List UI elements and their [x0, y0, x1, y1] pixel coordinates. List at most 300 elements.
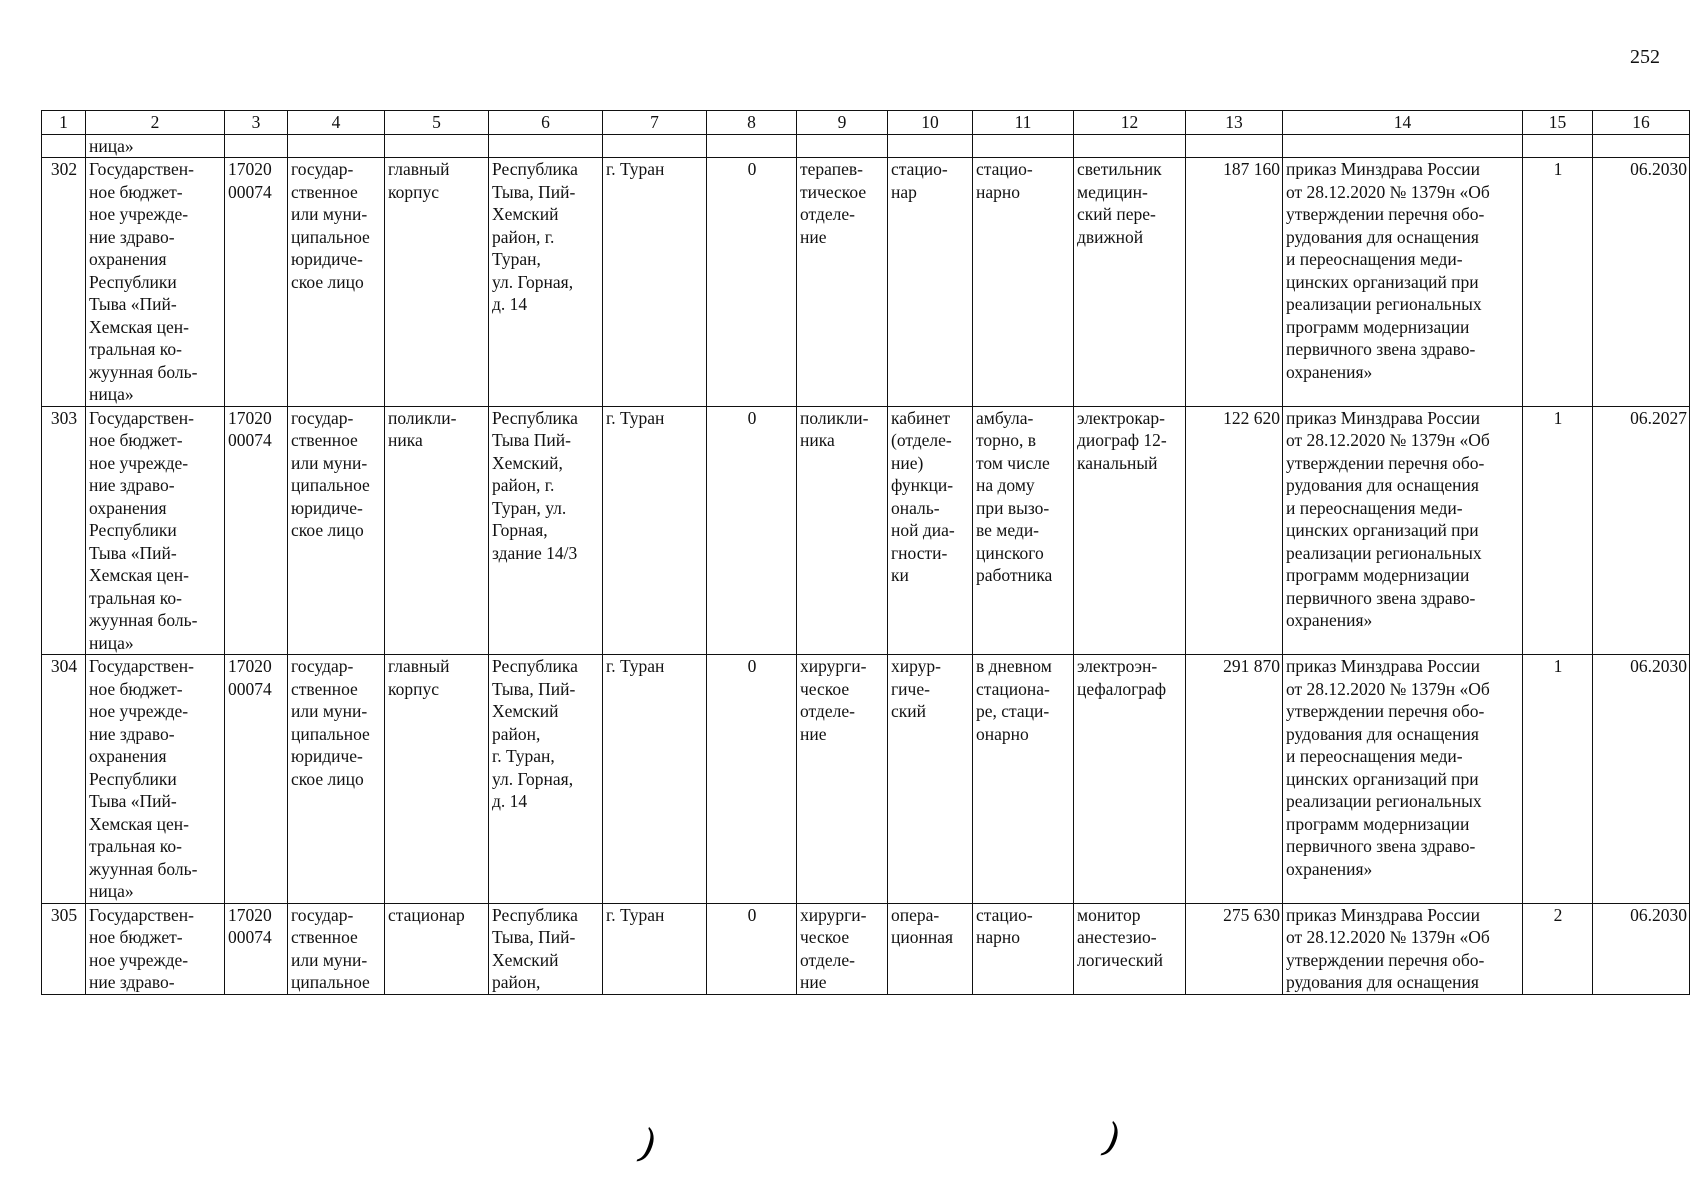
cell-text-line: рудования для оснащения: [1286, 475, 1479, 495]
cell-text-line: корпус: [388, 181, 439, 202]
cell-text-line: ональ-: [891, 497, 940, 518]
table-cell: [888, 134, 973, 158]
cell-text-line: 17020: [228, 159, 272, 179]
cell-text-line: Республика: [492, 904, 578, 925]
cell-text-line: Тыва «Пий-: [89, 294, 177, 314]
legal-type-cell: [288, 655, 385, 904]
quantity-cell: 1: [1523, 406, 1593, 655]
cell-text-line: ское лицо: [291, 768, 364, 789]
cell-text-line: юридиче-: [291, 746, 363, 766]
zero-cell: 0: [707, 406, 797, 655]
table-row: [42, 158, 1690, 407]
cell-text-line: от 28.12.2020 № 1379н «Об: [1286, 927, 1490, 947]
equipment-cell: [1074, 655, 1186, 904]
table-cell: [1186, 134, 1283, 158]
cell-text-line: Хемский: [492, 701, 559, 721]
cell-text-line: ние: [800, 226, 827, 247]
cell-text-line: ки: [891, 565, 909, 585]
cell-text-line: ника: [388, 430, 423, 450]
cell-text-line: Хемский: [492, 949, 559, 970]
cell-text-line: в дневном: [976, 656, 1052, 676]
table-cell: [489, 134, 603, 158]
cell-text-line: ул. Горная,: [492, 271, 574, 292]
building-cell: [385, 655, 489, 904]
header-cell: 14: [1283, 111, 1523, 135]
cell-text-line: ние: [800, 972, 827, 992]
cell-text-line: и переоснащения меди-: [1286, 497, 1463, 518]
cell-text-line: г. Туран: [606, 656, 665, 676]
table-row: [42, 655, 1690, 904]
price-cell: 122 620: [1186, 406, 1283, 655]
code-cell: [225, 158, 288, 407]
cell-text-line: том числе: [976, 452, 1050, 473]
cell-text-line: реализации региональных: [1286, 791, 1482, 811]
cell-text-line: опера-: [891, 904, 940, 925]
cell-text-line: район, г.: [492, 475, 555, 495]
cell-text-line: Туран, ул.: [492, 497, 567, 518]
cell-text-line: ственное: [291, 678, 358, 699]
cell-text-line: приказ Минздрава России: [1286, 159, 1481, 179]
cell-text-line: 17020: [228, 407, 272, 428]
cell-text-line: функци-: [891, 475, 954, 495]
cell-text-line: 00074: [228, 181, 272, 202]
cell-text-line: от 28.12.2020 № 1379н «Об: [1286, 430, 1490, 450]
cell-text-line: отделе-: [800, 949, 855, 970]
cell-text-line: государ-: [291, 407, 354, 428]
cell-text-line: хирурги-: [800, 656, 867, 676]
cell-text-line: ципальное: [291, 226, 370, 247]
cell-text-line: г. Туран,: [492, 746, 555, 766]
cell-text-line: стационар: [388, 904, 465, 925]
zero-cell: 0: [707, 655, 797, 904]
cell-text-line: ной диа-: [891, 520, 955, 540]
cell-text-line: гиче-: [891, 678, 930, 699]
cell-text-line: стацио-: [976, 159, 1033, 179]
cell-text-line: ционная: [891, 927, 954, 947]
date-cell: 06.2027: [1593, 406, 1690, 655]
order-cell: [1283, 406, 1523, 655]
page-number: 252: [1630, 46, 1660, 68]
cell-text-line: ре, стаци-: [976, 701, 1050, 721]
cell-text-line: цинских организаций при: [1286, 768, 1479, 789]
cell-text-line: ника: [800, 430, 835, 450]
cell-text-line: здание 14/3: [492, 542, 578, 563]
zero-cell: 0: [707, 158, 797, 407]
department-cell: [797, 158, 888, 407]
cell-text-line: ное бюджет-: [89, 181, 183, 202]
cell-text-line: отделе-: [800, 204, 855, 224]
cell-text-line: кабинет: [891, 407, 951, 428]
equipment-cell: [1074, 158, 1186, 407]
cell-text-line: амбула-: [976, 407, 1034, 428]
cell-text-line: Республики: [89, 271, 177, 292]
cell-text-line: Тыва «Пий-: [89, 542, 177, 563]
header-cell: 9: [797, 111, 888, 135]
table-cell: [1593, 134, 1690, 158]
cell-text-line: тральная ко-: [89, 836, 182, 856]
cell-text-line: первичного звена здраво-: [1286, 339, 1476, 359]
organization-cell: [86, 158, 225, 407]
cell-text-line: ница»: [89, 881, 134, 901]
table-cell: [1283, 134, 1523, 158]
header-cell: 6: [489, 111, 603, 135]
building-cell: [385, 158, 489, 407]
address-cell: [489, 655, 603, 904]
cell-text-line: утверждении перечня обо-: [1286, 452, 1485, 473]
city-cell: [603, 903, 707, 994]
cell-text-line: охранения: [89, 249, 167, 269]
table-cell: [1523, 134, 1593, 158]
header-cell: 3: [225, 111, 288, 135]
cell-text-line: район, г.: [492, 226, 555, 247]
cell-text-line: ное бюджет-: [89, 430, 183, 450]
department-cell: [797, 655, 888, 904]
cell-text-line: Государствен-: [89, 407, 194, 428]
cell-text-line: гности-: [891, 542, 948, 563]
building-cell: [385, 903, 489, 994]
cell-text-line: ние здраво-: [89, 226, 175, 247]
date-cell: 06.2030: [1593, 158, 1690, 407]
cell-text-line: ципальное: [291, 972, 370, 992]
row-number-cell: 302: [42, 158, 86, 407]
table-cell: [707, 134, 797, 158]
cell-text-line: жуунная боль-: [89, 610, 198, 630]
cell-text-line: приказ Минздрава России: [1286, 904, 1481, 925]
cell-text-line: рудования для оснащения: [1286, 226, 1479, 247]
cell-text-line: ние здраво-: [89, 475, 175, 495]
cell-text-line: район,: [492, 972, 541, 992]
cell-text-line: ское лицо: [291, 520, 364, 540]
cell-text-line: Республика: [492, 407, 578, 428]
department-cell: [797, 903, 888, 994]
table-row: [42, 406, 1690, 655]
unit-cell: [888, 158, 973, 407]
city-cell: [603, 655, 707, 904]
organization-cell: [86, 406, 225, 655]
cell-text-line: хирурги-: [800, 904, 867, 925]
cell-text-line: при вызо-: [976, 497, 1050, 518]
address-cell: [489, 406, 603, 655]
cell-text-line: программ модернизации: [1286, 565, 1470, 585]
cell-text-line: ственное: [291, 927, 358, 947]
cell-text-line: приказ Минздрава России: [1286, 407, 1481, 428]
cell-text-line: Хемская цен-: [89, 813, 190, 834]
cell-text-line: светильник: [1077, 159, 1162, 179]
cell-text-line: ное бюджет-: [89, 927, 183, 947]
cell-text-line: ципальное: [291, 723, 370, 744]
unit-cell: [888, 903, 973, 994]
address-cell: [489, 903, 603, 994]
pen-mark: ): [632, 1120, 664, 1170]
cell-text-line: главный: [388, 656, 450, 676]
cell-text-line: анестезио-: [1077, 927, 1157, 947]
table-cell: [288, 134, 385, 158]
cell-text-line: Государствен-: [89, 159, 194, 179]
cell-text-line: государ-: [291, 656, 354, 676]
header-cell: 10: [888, 111, 973, 135]
continuation-row: [42, 134, 1690, 158]
cell-text-line: реализации региональных: [1286, 294, 1482, 314]
table-cell: [1074, 134, 1186, 158]
cell-text-line: стацио-: [891, 159, 948, 179]
header-cell: 15: [1523, 111, 1593, 135]
cell-text-line: стациона-: [976, 678, 1050, 699]
cell-text-line: 17020: [228, 656, 272, 676]
cell-text-line: Хемская цен-: [89, 316, 190, 337]
cell-text-line: тральная ко-: [89, 587, 182, 608]
cell-text-line: поликли-: [388, 407, 457, 428]
cell-text-line: 00074: [228, 430, 272, 450]
cell-text-line: ница»: [89, 632, 134, 653]
row-number-cell: 303: [42, 406, 86, 655]
cell-text-line: Горная,: [492, 520, 548, 540]
cell-text-line: первичного звена здраво-: [1286, 836, 1476, 856]
cell-text-line: утверждении перечня обо-: [1286, 204, 1485, 224]
cell-text-line: цинских организаций при: [1286, 520, 1479, 540]
organization-cell: [86, 903, 225, 994]
care-mode-cell: [973, 158, 1074, 407]
cell-text-line: цинских организаций при: [1286, 271, 1479, 292]
cell-text-line: работника: [976, 565, 1053, 585]
cell-text-line: ное учрежде-: [89, 701, 189, 721]
cell-text-line: Республика: [492, 159, 578, 179]
cell-text-line: ское лицо: [291, 271, 364, 292]
care-mode-cell: [973, 903, 1074, 994]
cell-text-line: первичного звена здраво-: [1286, 587, 1476, 608]
cell-text-line: рудования для оснащения: [1286, 723, 1479, 744]
unit-cell: [888, 655, 973, 904]
cell-text-line: хирур-: [891, 656, 941, 676]
cell-text-line: диограф 12-: [1077, 430, 1167, 450]
city-cell: [603, 406, 707, 655]
cell-text-line: охранения»: [1286, 858, 1373, 879]
date-cell: 06.2030: [1593, 903, 1690, 994]
table-cell: [42, 134, 86, 158]
cell-text-line: жуунная боль-: [89, 361, 198, 382]
cell-text-line: ческое: [800, 927, 850, 947]
cell-text-line: онарно: [976, 723, 1029, 744]
cell-text-line: Хемский,: [492, 452, 563, 473]
table-cell: ница»: [86, 134, 225, 158]
cell-text-line: программ модернизации: [1286, 316, 1470, 337]
quantity-cell: 1: [1523, 158, 1593, 407]
cell-text-line: Тыва, Пий-: [492, 181, 576, 202]
cell-text-line: Хемская цен-: [89, 565, 190, 585]
care-mode-cell: [973, 406, 1074, 655]
legal-type-cell: [288, 903, 385, 994]
table-cell: [973, 134, 1074, 158]
cell-text-line: торно, в: [976, 430, 1037, 450]
cell-text-line: (отделе-: [891, 430, 952, 450]
cell-text-line: Государствен-: [89, 656, 194, 676]
cell-text-line: поликли-: [800, 407, 869, 428]
header-cell: 4: [288, 111, 385, 135]
cell-text-line: ский пере-: [1077, 204, 1156, 224]
cell-text-line: на дому: [976, 475, 1035, 495]
cell-text-line: канальный: [1077, 452, 1158, 473]
cell-text-line: охранения»: [1286, 361, 1373, 382]
cell-text-line: от 28.12.2020 № 1379н «Об: [1286, 181, 1490, 202]
header-cell: 11: [973, 111, 1074, 135]
cell-text-line: Туран,: [492, 249, 541, 269]
cell-text-line: монитор: [1077, 904, 1141, 925]
cell-text-line: медицин-: [1077, 181, 1148, 202]
legal-type-cell: [288, 406, 385, 655]
code-cell: [225, 903, 288, 994]
cell-text-line: рудования для оснащения: [1286, 972, 1479, 992]
cell-text-line: программ модернизации: [1286, 813, 1470, 834]
cell-text-line: или муни-: [291, 701, 368, 721]
cell-text-line: электроэн-: [1077, 656, 1158, 676]
order-cell: [1283, 903, 1523, 994]
cell-text-line: тральная ко-: [89, 339, 182, 359]
header-cell: 7: [603, 111, 707, 135]
address-cell: [489, 158, 603, 407]
cell-text-line: д. 14: [492, 294, 528, 314]
cell-text-line: нарно: [976, 181, 1020, 202]
cell-text-line: Тыва, Пий-: [492, 678, 576, 699]
header-cell: 1: [42, 111, 86, 135]
code-cell: [225, 655, 288, 904]
cell-text-line: район,: [492, 723, 541, 744]
cell-text-line: электрокар-: [1077, 407, 1165, 428]
cell-text-line: главный: [388, 159, 450, 179]
cell-text-line: юридиче-: [291, 249, 363, 269]
cell-text-line: корпус: [388, 678, 439, 699]
cell-text-line: Тыва, Пий-: [492, 927, 576, 947]
row-number-cell: 305: [42, 903, 86, 994]
price-cell: 187 160: [1186, 158, 1283, 407]
cell-text-line: 00074: [228, 927, 272, 947]
cell-text-line: реализации региональных: [1286, 542, 1482, 563]
cell-text-line: ние: [800, 723, 827, 744]
cell-text-line: 00074: [228, 678, 272, 699]
row-number-cell: 304: [42, 655, 86, 904]
table-cell: [797, 134, 888, 158]
cell-text-line: и переоснащения меди-: [1286, 746, 1463, 766]
building-cell: [385, 406, 489, 655]
cell-text-line: Республики: [89, 520, 177, 540]
equipment-cell: [1074, 406, 1186, 655]
cell-text-line: утверждении перечня обо-: [1286, 949, 1485, 970]
cell-text-line: от 28.12.2020 № 1379н «Об: [1286, 678, 1490, 699]
cell-text-line: стацио-: [976, 904, 1033, 925]
cell-text-line: цефалограф: [1077, 678, 1167, 699]
cell-text-line: терапев-: [800, 159, 863, 179]
cell-text-line: д. 14: [492, 791, 528, 811]
cell-text-line: охранения: [89, 746, 167, 766]
price-cell: 275 630: [1186, 903, 1283, 994]
care-mode-cell: [973, 655, 1074, 904]
cell-text-line: ное учрежде-: [89, 452, 189, 473]
code-cell: [225, 406, 288, 655]
cell-text-line: Тыва Пий-: [492, 430, 571, 450]
header-cell: 16: [1593, 111, 1690, 135]
organization-cell: [86, 655, 225, 904]
cell-text-line: нарно: [976, 927, 1020, 947]
cell-text-line: или муни-: [291, 452, 368, 473]
cell-text-line: Республики: [89, 768, 177, 789]
cell-text-line: ное учрежде-: [89, 204, 189, 224]
header-row: [42, 111, 1690, 135]
cell-text-line: логический: [1077, 949, 1164, 970]
cell-text-line: жуунная боль-: [89, 858, 198, 879]
cell-text-line: движной: [1077, 226, 1144, 247]
pen-mark: ): [1096, 1114, 1128, 1164]
cell-text-line: г. Туран: [606, 407, 665, 428]
cell-text-line: Государствен-: [89, 904, 194, 925]
cell-text-line: охранения»: [1286, 610, 1373, 630]
equipment-cell: [1074, 903, 1186, 994]
header-cell: 13: [1186, 111, 1283, 135]
cell-text-line: охранения: [89, 497, 167, 518]
legal-type-cell: [288, 158, 385, 407]
table-row: [42, 903, 1690, 994]
cell-text-line: юридиче-: [291, 497, 363, 518]
cell-text-line: Хемский: [492, 204, 559, 224]
cell-text-line: ул. Горная,: [492, 768, 574, 789]
cell-text-line: ние): [891, 452, 924, 473]
cell-text-line: или муни-: [291, 204, 368, 224]
order-cell: [1283, 158, 1523, 407]
cell-text-line: г. Туран: [606, 904, 665, 925]
cell-text-line: или муни-: [291, 949, 368, 970]
cell-text-line: Тыва «Пий-: [89, 791, 177, 811]
cell-text-line: ве меди-: [976, 520, 1040, 540]
date-cell: 06.2030: [1593, 655, 1690, 904]
cell-text-line: 17020: [228, 904, 272, 925]
unit-cell: [888, 406, 973, 655]
cell-text-line: ческое: [800, 678, 850, 699]
department-cell: [797, 406, 888, 655]
cell-text-line: цинского: [976, 542, 1044, 563]
cell-text-line: ница»: [89, 384, 134, 404]
cell-text-line: ние здраво-: [89, 972, 175, 992]
cell-text-line: ский: [891, 701, 926, 721]
cell-text-line: ственное: [291, 181, 358, 202]
cell-text-line: отделе-: [800, 701, 855, 721]
cell-text-line: утверждении перечня обо-: [1286, 701, 1485, 721]
cell-text-line: г. Туран: [606, 159, 665, 179]
cell-text-line: нар: [891, 181, 917, 202]
quantity-cell: 2: [1523, 903, 1593, 994]
table-cell: [385, 134, 489, 158]
cell-text-line: ное учрежде-: [89, 949, 189, 970]
cell-text-line: ное бюджет-: [89, 678, 183, 699]
quantity-cell: 1: [1523, 655, 1593, 904]
price-cell: 291 870: [1186, 655, 1283, 904]
cell-text-line: ние здраво-: [89, 723, 175, 744]
header-cell: 5: [385, 111, 489, 135]
zero-cell: 0: [707, 903, 797, 994]
cell-text-line: государ-: [291, 904, 354, 925]
cell-text-line: Республика: [492, 656, 578, 676]
cell-text-line: государ-: [291, 159, 354, 179]
cell-text-line: тическое: [800, 181, 867, 202]
cell-text-line: ственное: [291, 430, 358, 450]
header-cell: 2: [86, 111, 225, 135]
equipment-table: [41, 110, 1690, 995]
table-cell: [225, 134, 288, 158]
table-cell: [603, 134, 707, 158]
cell-text-line: и переоснащения меди-: [1286, 249, 1463, 269]
header-cell: 12: [1074, 111, 1186, 135]
city-cell: [603, 158, 707, 407]
order-cell: [1283, 655, 1523, 904]
cell-text-line: приказ Минздрава России: [1286, 656, 1481, 676]
header-cell: 8: [707, 111, 797, 135]
cell-text-line: ципальное: [291, 475, 370, 495]
